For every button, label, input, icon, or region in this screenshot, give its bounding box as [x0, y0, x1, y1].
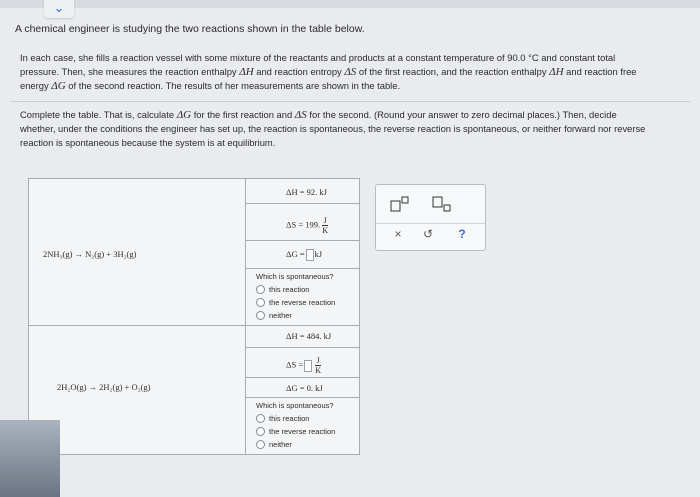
r2-ds-cell: ΔS = $\frac{J}{K}$ — [246, 348, 360, 378]
radio-icon[interactable] — [256, 440, 265, 449]
radio-icon[interactable] — [256, 414, 265, 423]
background-photo-edge — [0, 420, 60, 497]
r1-option-reverse[interactable]: the reverse reaction — [256, 298, 335, 307]
r1-ds-cell: ΔS = 199. $\frac{J}{K}$ — [246, 204, 360, 241]
r2-option-reverse[interactable]: the reverse reaction — [256, 427, 335, 436]
undo-icon[interactable]: ↺ — [422, 227, 434, 241]
r1-option-neither[interactable]: neither — [256, 311, 292, 320]
clear-icon[interactable]: × — [394, 227, 402, 241]
subscript-box-icon[interactable] — [432, 196, 454, 212]
r2-ds-unit: $\frac{J}{K}$ — [315, 356, 322, 375]
r1-dg-cell: ΔG = kJ — [246, 241, 360, 269]
divider — [10, 101, 690, 102]
superscript-box-icon[interactable] — [390, 196, 412, 212]
paragraph-2: Complete the table. That is, calculate ΔG for the first reaction and ΔS for the second. (Round your answer to zero decimal places.) Then, decide whether, under the conditions the engineer has set up, the reaction is spontaneous, the reverse reaction is spontaneous, or neither forward nor reverse reaction is spontaneous because the system is at equilibrium. — [20, 109, 646, 148]
radio-icon[interactable] — [256, 427, 265, 436]
r1-spontaneous-cell: Which is spontaneous? this reaction the reverse reaction neither — [256, 272, 336, 320]
r1-option-this[interactable]: this reaction — [256, 285, 309, 294]
r2-ds-input[interactable] — [304, 360, 312, 372]
top-bar — [0, 0, 700, 8]
r2-spontaneous-cell: Which is spontaneous? this reaction the reverse reaction neither — [256, 401, 336, 449]
paragraph-1: In each case, she fills a reaction vessel with some mixture of the reactants and products at a constant temperature of 90.0 °C and constant total pressure. Then, she measures the reaction enthalpy ΔH and reaction entropy ΔS of the first reaction, and the reaction enthalpy ΔH and reaction free energy ΔG of the second reaction. The results of her measurements are shown in the table. — [20, 52, 637, 92]
reactions-table — [28, 178, 360, 455]
reaction-2-equation: 2H₂O(g) → 2H₂(g) + O₂(g) — [57, 382, 151, 392]
reaction-1-equation: 2NH₃(g) → N₂(g) + 3H₂(g) — [43, 249, 137, 259]
r2-option-this[interactable]: this reaction — [256, 414, 309, 423]
radio-icon[interactable] — [256, 285, 265, 294]
intro-text: A chemical engineer is studying the two reactions shown in the table below. — [15, 23, 365, 35]
r1-dh-cell: ΔH = 92. kJ — [246, 179, 360, 204]
r2-option-neither[interactable]: neither — [256, 440, 292, 449]
r1-ds-unit: $\frac{J}{K}$ — [322, 216, 329, 235]
r2-dg-cell: ΔG = 0. kJ — [246, 378, 360, 398]
r1-dg-input[interactable] — [306, 249, 314, 261]
math-toolbar — [375, 184, 486, 251]
radio-icon[interactable] — [256, 311, 265, 320]
help-icon[interactable]: ? — [458, 227, 466, 241]
chevron-down-icon[interactable]: ⌄ — [44, 0, 74, 18]
radio-icon[interactable] — [256, 298, 265, 307]
r2-dh-cell: ΔH = 484. kJ — [246, 326, 360, 348]
